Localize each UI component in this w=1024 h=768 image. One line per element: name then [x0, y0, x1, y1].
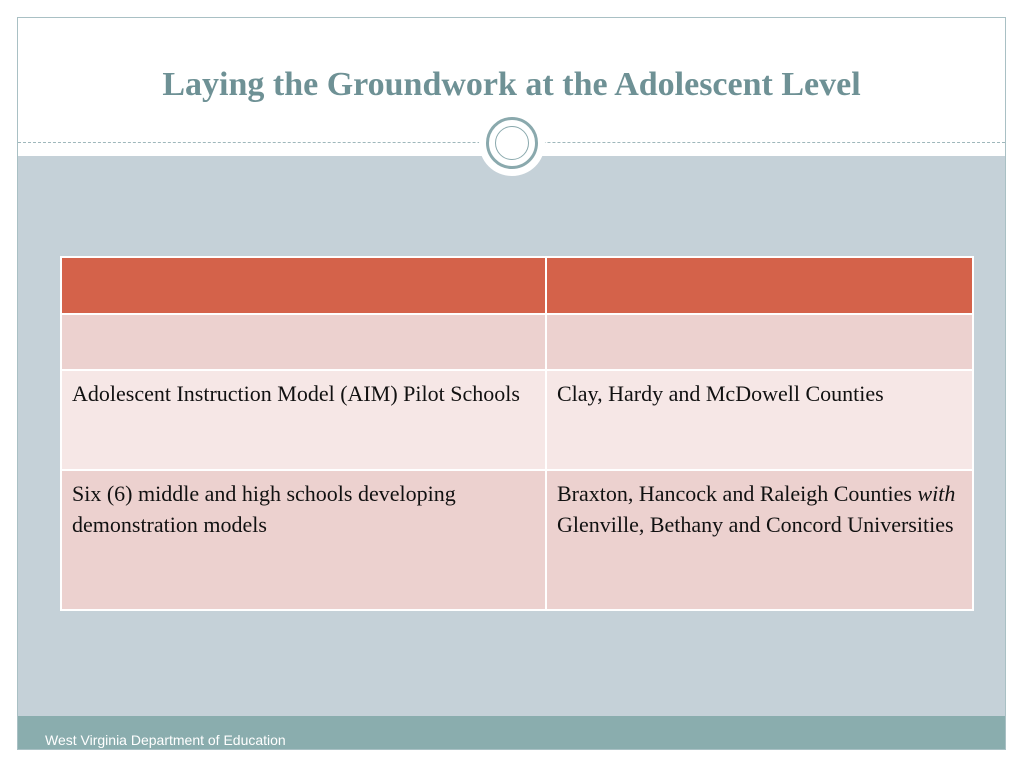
ornament-inner-ring: [495, 126, 529, 160]
table-cell-text-after: Glenville, Bethany and Concord Universities: [557, 511, 954, 537]
table-cell-text: Braxton, Hancock and Raleigh Counties: [557, 481, 918, 506]
table-cell-program: Adolescent Instruction Model (AIM) Pilot Schools: [61, 370, 546, 470]
table-cell-program: Six (6) middle and high schools developing demonstration models: [61, 470, 546, 610]
table-header-cell-2: [546, 257, 973, 314]
table-header-cell-1: [61, 257, 546, 314]
schools-table: [60, 256, 974, 611]
table-cell-program: [61, 314, 546, 370]
table-cell-text: Clay, Hardy and McDowell Counties: [557, 381, 884, 406]
table-cell-italic-text: with: [917, 481, 956, 506]
table-row: [61, 470, 973, 610]
table-row: [61, 370, 973, 470]
slide: [17, 17, 1006, 750]
table-row: [61, 314, 973, 370]
table-cell-locations: [546, 370, 973, 470]
table-cell-locations: [546, 470, 973, 610]
ornament-outer-ring: [486, 117, 538, 169]
slide-title: Laying the Groundwork at the Adolescent Level: [162, 66, 861, 103]
circle-ornament-icon: [479, 110, 545, 176]
slide-footer: [18, 716, 1005, 750]
table-cell-locations: [546, 314, 973, 370]
footer-text: West Virginia Department of Education: [45, 732, 286, 748]
table-header-row: [61, 257, 973, 314]
